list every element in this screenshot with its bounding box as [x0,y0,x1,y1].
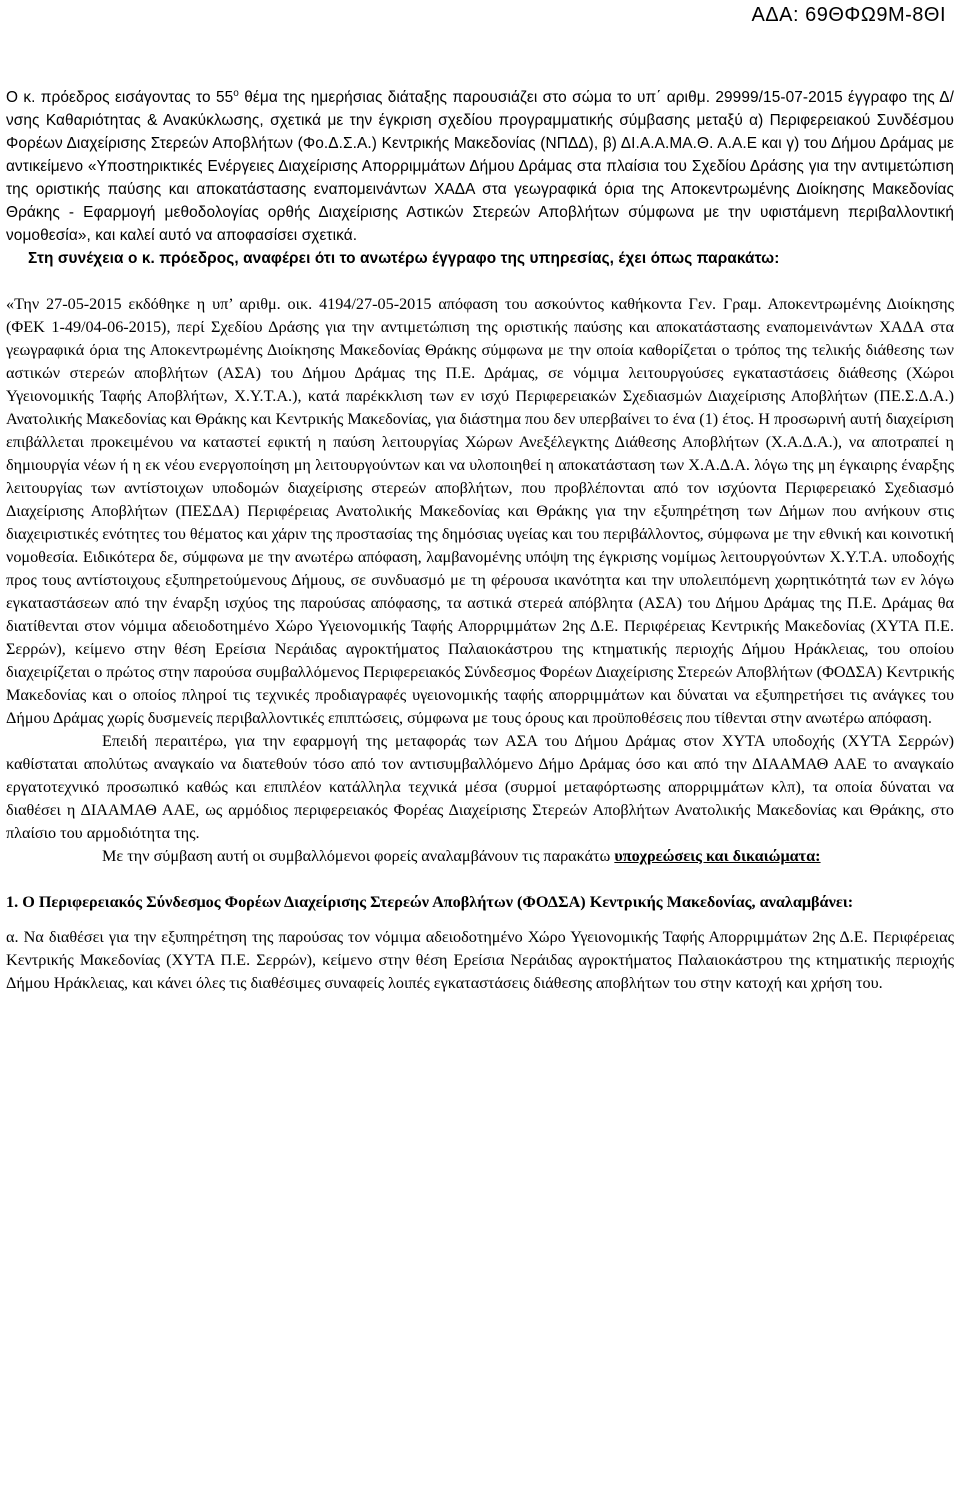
intro-text-start: Ο κ. πρόεδρος εισάγοντας το 55 [6,89,234,106]
document-body [6,86,954,995]
quoted-decision-paragraph: «Την 27-05-2015 εκδόθηκε η υπ’ αριθμ. οικ. 4194/27-05-2015 απόφαση του ασκούντος καθήκοντα Γεν. Γραμ. Αποκεντρωμένης Διοίκησης (ΦΕΚ 1-49/04-06-2015), περί Σχεδίου Δράσης για την αντιμετώπιση της οριστικής παύσης και αποκατάστασης εναπομεινάντων ΧΑΔΑ στα γεωγραφικά όρια της Αποκεντρωμένης Διοίκησης Μακεδονίας Θράκης σύμφωνα με την οποία καθορίζεται ο τρόπος της τελικής διάθεσης των αστικών στερεών αποβλήτων (ΑΣΑ) του Δήμου Δράμας της Π.Ε. Δράμας, σε νόμιμα λειτουργούσες εγκαταστάσεις διάθεσης (Χώροι Υγειονομικής Ταφής Αποβλήτων, Χ.Υ.Τ.Α.), κατά παρέκκλιση των εν ισχύ Περιφερειακών Σχεδιασμών Διαχείρισης Αποβλήτων (ΠΕ.Σ.Δ.Α.) Ανατολικής Μακεδονίας και Θράκης και Κεντρικής Μακεδονίας, για διάστημα που δεν υπερβαίνει το ένα (1) έτος. Η προσωρινή αυτή διαχείριση επιβάλλεται προκειμένου να καταστεί εφικτή η παύση λειτουργίας Χώρων Ανεξέλεγκτης Διάθεσης Αποβλήτων (Χ.Α.Δ.Α.), να αποτραπεί η δημιουργία νέων ή η εκ νέου ενεργοποίηση μη λειτουργούντων και να υλοποιηθεί η αποκατάσταση των Χ.Α.Δ.Α. λόγω της μη έγκαιρης έναρξης λειτουργίας των αντίστοιχων υποδομών διαχείρισης στερεών αποβλήτων, που προβλέπονται από τον ισχύοντα Περιφερειακό Σχεδιασμό Διαχείρισης Αποβλήτων (ΠΕΣΔΑ) Περιφέρειας Ανατολικής Μακεδονίας και Θράκης για την εξυπηρέτηση των Δήμων που ανήκουν στις διαχειριστικές ενότητες του θέματος και χάριν της προστασίας της δημόσιας υγείας και του περιβάλλοντος, σύμφωνα με την εθνική και κοινοτική νομοθεσία. Ειδικότερα δε, σύμφωνα με την ανωτέρω απόφαση, λαμβανομένης υπόψη της έγκρισης νομίμως λειτουργούντων Χ.Υ.Τ.Α. υποδοχής προς τους αντίστοιχους εξυπηρετούμενους Δήμους, σε συνδυασμό με τη φέρουσα ικανότητα και την υπολειπόμενη χωρητικότητά των εν λόγω εγκαταστάσεων από την έναρξη ισχύος της παρούσας απόφασης, τα αστικά στερεά απόβλητα (ΑΣΑ) του Δήμου Δράμας της Π.Ε. Δράμας θα διατίθενται στον νόμιμα αδειοδοτημένο Χώρο Υγειονομικής Ταφής Απορριμμάτων 2ης Δ.Ε. Περιφέρειας Κεντρικής Μακεδονίας (ΧΥΤΑ Π.Ε. Σερρών), κείμενο στην θέση Ερείσια Νεράιδας αγροκτήματος Παλαιοκάστρου της κτηματικής περιοχής Δήμου Ηράκλειας, του οποίου διαχειρίζεται ο πρώτος στην παρούσα συμβαλλόμενος Περιφερειακός Σύνδεσμος Φορέων Διαχείρισης Στερεών Αποβλήτων (ΦΟΔΣΑ) Κεντρικής Μακεδονίας και ο οποίος πληροί τις τεχνικές προδιαγραφές υγειονομικής ταφής απορριμμάτων και δύναται να εξυπηρετήσει τις ανάγκες του Δήμου Δράμας χωρίς δυσμενείς περιβαλλοντικές επιπτώσεις, σύμφωνα με τους όρους και προϋποθέσεις που τίθενται στην ανωτέρω απόφαση. [6,295,954,727]
obligations-intro-paragraph [6,845,954,868]
intro-paragraph [6,86,954,247]
transport-paragraph: Επειδή περαιτέρω, για την εφαρμογή της μεταφοράς των ΑΣΑ του Δήμου Δράμας στον ΧΥΤΑ υποδοχής (ΧΥΤΑ Σερρών) καθίσταται απολύτως αναγκαίο να διατεθούν τόσο από τον αντισυμβαλλόμενο Δήμο Δράμας όσο και από την ΔΙΑΑΜΑΘ ΑΑΕ το αναγκαίο εργατοτεχνικό προσωπικό καθώς και επιπλέον κατάλληλα τεχνικά μέσα (συρμοί μεταφόρτωσης απορριμμάτων κλπ), τα οποία δύναται να διαθέσει η ΔΙΑΑΜΑΘ ΑΑΕ, ως αρμόδιος περιφερειακός Φορέας Διαχείρισης Στερεών Αποβλήτων Ανατολικής Μακεδονίας και Θράκης, στο πλαίσιο του αρμοδιότητα της. [6,732,954,842]
ada-code: ΑΔΑ: 69ΘΦΩ9Μ-8ΘΙ [751,4,946,26]
section-1-heading [6,891,954,914]
intro-text-rest: θέμα της ημερήσιας διάταξης παρουσιάζει στο σώμα το υπ΄ αριθμ. 29999/15-07-2015 έγγραφο της Δ/νσης Καθαριότητας & Ανακύκλωσης, σχετικά με την έγκριση σχεδίου προγραμματικής σύμβασης μεταξύ α) Περιφερειακού Συνδέσμου Φορέων Διαχείρισης Στερεών Αποβλήτων (Φο.Δ.Σ.Α.) Κεντρικής Μακεδονίας (ΝΠΔΔ), β) ΔΙ.Α.Α.ΜΑ.Θ. Α.Α.Ε και γ) του Δήμου Δράμας με αντικείμενο «Υποστηρικτικές Ενέργειες Διαχείρισης Απορριμμάτων Δήμου Δράμας στα πλαίσια του Σχεδίου Δράσης για την αντιμετώπιση της οριστικής παύσης και αποκατάστασης εναπομεινάντων ΧΑΔΑ στα γεωγραφικά όρια της Αποκεντρωμένης Διοίκησης Μακεδονίας Θράκης - Εφαρμογή μεθοδολογίας ορθής Διαχείρισης Αστικών Στερεών Αποβλήτων σύμφωνα με την υφιστάμενη περιβαλλοντική νομοθεσία», και καλεί αυτό να αποφασίσει σχετικά. [6,89,955,244]
ordinal-superscript: ο [233,87,239,99]
section-1-heading-text: 1. Ο Περιφερειακός Σύνδεσμος Φορέων Διαχείρισης Στερεών Αποβλήτων (ΦΟΔΣΑ) Κεντρικής Μακεδονίας, αναλαμβάνει: [6,893,854,911]
obligations-underlined-text: υποχρεώσεις και δικαιώματα: [614,847,821,865]
obligations-intro-text: Με την σύμβαση αυτή οι συμβαλλόμενοι φορείς αναλαμβάνουν τις παρακάτω [102,847,615,865]
continuation-paragraph [6,247,954,270]
section-1a-paragraph: α. Να διαθέσει για την εξυπηρέτηση της παρούσας τον νόμιμα αδειοδοτημένο Χώρο Υγειονομικής Ταφής Απορριμμάτων 2ης Δ.Ε. Περιφέρειας Κεντρικής Μακεδονίας (ΧΥΤΑ Π.Ε. Σερρών), κείμενο στην θέση Ερείσια Νεράιδας αγροκτήματος Παλαιοκάστρου της κτηματικής περιοχής Δήμου Ηράκλειας, και κάνει όλες τις διαθέσιμες συναφείς λοιπές εγκαταστάσεις διάθεσης αποβλήτων του στην κατοχή και χρήση του. [6,928,954,992]
continuation-text: Στη συνέχεια ο κ. πρόεδρος, αναφέρει ότι το ανωτέρω έγγραφο της υπηρεσίας, έχει όπως παρακάτω: [28,250,780,267]
